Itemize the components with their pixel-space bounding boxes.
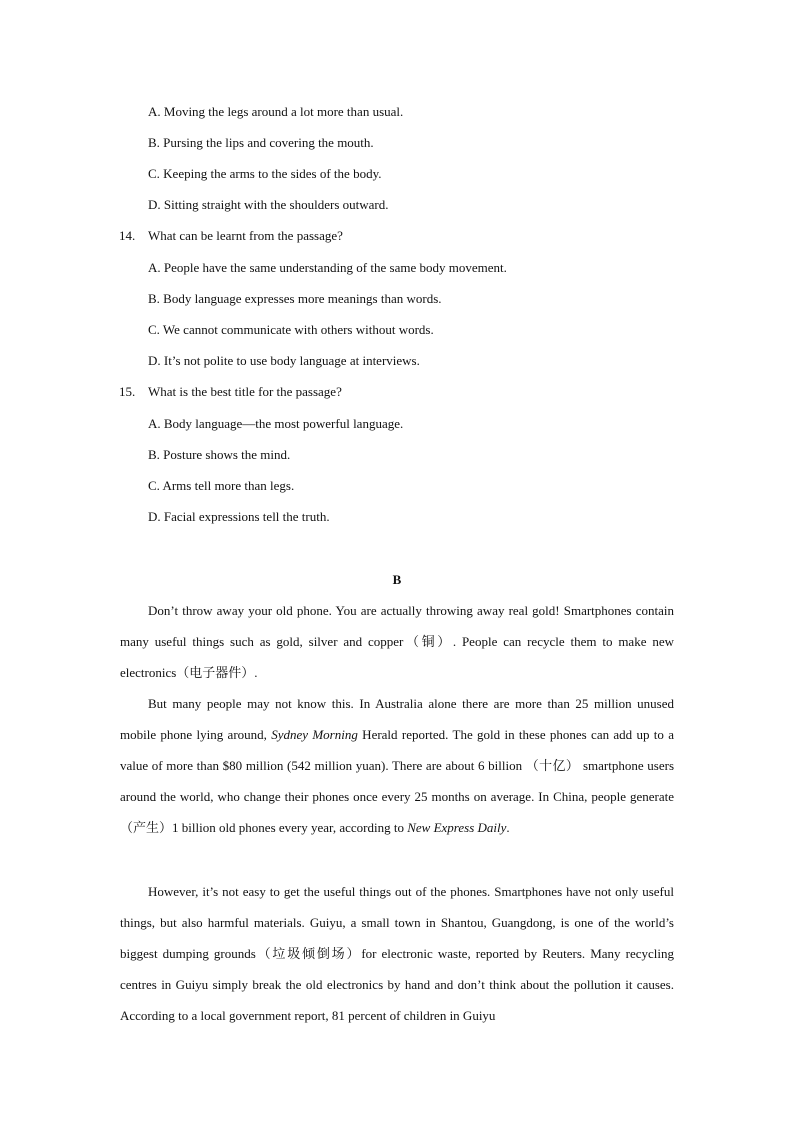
q13-option-d: D. Sitting straight with the shoulders outward. [148,197,389,212]
q15-number: 15. [119,384,136,399]
paragraph-2-part-1: But many people may not know this. In Australia alone there are more than 25 million unused mobile phone lying around, [120,696,674,742]
q15-option-d: D. Facial expressions tell the truth. [148,509,330,524]
passage-paragraph-2 [120,688,674,843]
q15-option-a: A. Body language—the most powerful language. [148,416,404,431]
q15-question: What is the best title for the passage? [148,384,342,399]
q15-option-c: C. Arms tell more than legs. [148,478,295,493]
q14-option-a: A. People have the same understanding of the same body movement. [148,260,507,275]
q14-option-c: C. We cannot communicate with others without words. [148,322,434,337]
paragraph-2-part-2: Herald reported. The gold in these phones can add up to a value of more than $80 million (542 million yuan). There are about 6 billion （十亿） smartphone users around the world, who change their phones once every 25 months on average. In China, people generate（产生）1 billion old phones every year, according to [120,727,675,835]
newspaper-name-new-express: New Express Daily [407,820,507,835]
section-b-heading: B [392,572,402,587]
q13-option-a: A. Moving the legs around a lot more than usual. [148,104,404,119]
q14-option-d: D. It’s not polite to use body language at interviews. [148,353,420,368]
passage-paragraph-3: However, it’s not easy to get the useful things out of the phones. Smartphones have not only useful things, but also harmful materials. Guiyu, a small town in Shantou, Guangdong, is one of the world’s biggest dumping grounds（垃圾倾倒场）for electronic waste, reported by Reuters. Many recycling centres in Guiyu simply break the old electronics by hand and don’t think about the pollution it causes. According to a local government report, 81 percent of children in Guiyu [120,884,674,1023]
q13-option-c: C. Keeping the arms to the sides of the body. [148,166,382,181]
q14-question: What can be learnt from the passage? [148,228,343,243]
q14-option-b: B. Body language expresses more meanings than words. [148,291,442,306]
q15-option-b: B. Posture shows the mind. [148,447,291,462]
passage-paragraph-1: Don’t throw away your old phone. You are actually throwing away real gold! Smartphones contain many useful things such as gold, silver and copper（铜）. People can recycle them to make new electronics（电子器件）. [120,603,674,680]
q13-option-b: B. Pursing the lips and covering the mouth. [148,135,374,150]
q14-number: 14. [119,228,136,243]
paragraph-2-part-3: . [506,820,510,835]
newspaper-name-sydney: Sydney Morning [271,727,358,742]
